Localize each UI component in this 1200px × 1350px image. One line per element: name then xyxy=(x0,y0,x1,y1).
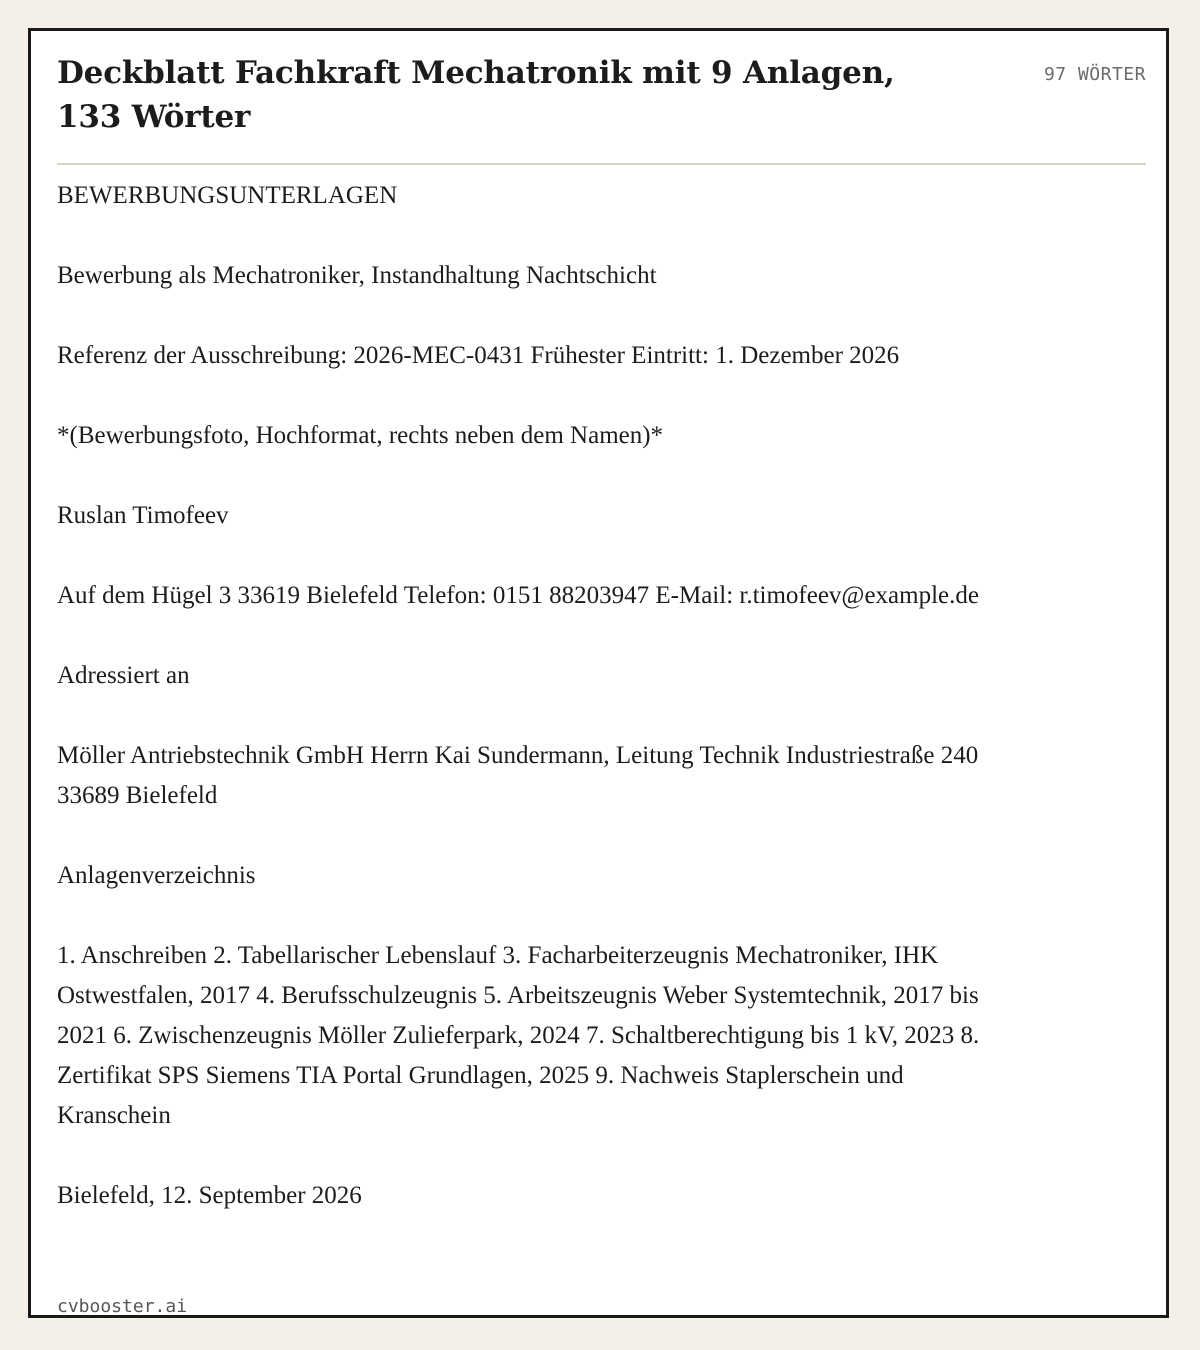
document-header xyxy=(57,51,1146,165)
word-count-badge: 97 WÖRTER xyxy=(1043,64,1146,85)
place-and-date: Bielefeld, 12. September 2026 xyxy=(57,1182,362,1209)
document-body xyxy=(57,176,1017,1216)
addressed-to-label: Adressiert an xyxy=(57,662,190,689)
reference-line: Referenz der Ausschreibung: 2026-MEC-0431 Frühester Eintritt: 1. Dezember 2026 xyxy=(57,342,900,369)
photo-placeholder-note: *(Bewerbungsfoto, Hochformat, rechts neben dem Namen)* xyxy=(57,422,664,449)
recipient-address: Möller Antriebstechnik GmbH Herrn Kai Sundermann, Leitung Technik Industriestraße 240 33689 Bielefeld xyxy=(57,742,979,809)
attachments-list: 1. Anschreiben 2. Tabellarischer Lebenslauf 3. Facharbeiterzeugnis Mechatroniker, IHK Ostwestfalen, 2017 4. Berufsschulzeugnis 5. Arbeitszeugnis Weber Systemtechnik, 2017 bis 2021 6. Zwischenzeugnis Möller Zulieferpark, 2024 7. Schaltberechtigung bis 1 kV, 2023 8. Zertifikat SPS Siemens TIA Portal Grundlagen, 2025 9. Nachweis Staplerschein und Kranschein xyxy=(57,942,980,1129)
footer-brand: cvbooster.ai xyxy=(57,1296,188,1317)
document-title: Deckblatt Fachkraft Mechatronik mit 9 Anlagen, 133 Wörter xyxy=(57,55,895,135)
attachments-heading: Anlagenverzeichnis xyxy=(57,862,256,889)
document-card xyxy=(28,28,1169,1318)
position-line: Bewerbung als Mechatroniker, Instandhaltung Nachtschicht xyxy=(57,262,657,289)
applicant-name: Ruslan Timofeev xyxy=(57,502,229,529)
applicant-contact: Auf dem Hügel 3 33619 Bielefeld Telefon: 0151 88203947 E-Mail: r.timofeev@example.de xyxy=(57,582,979,609)
section-heading: BEWERBUNGSUNTERLAGEN xyxy=(57,182,398,209)
